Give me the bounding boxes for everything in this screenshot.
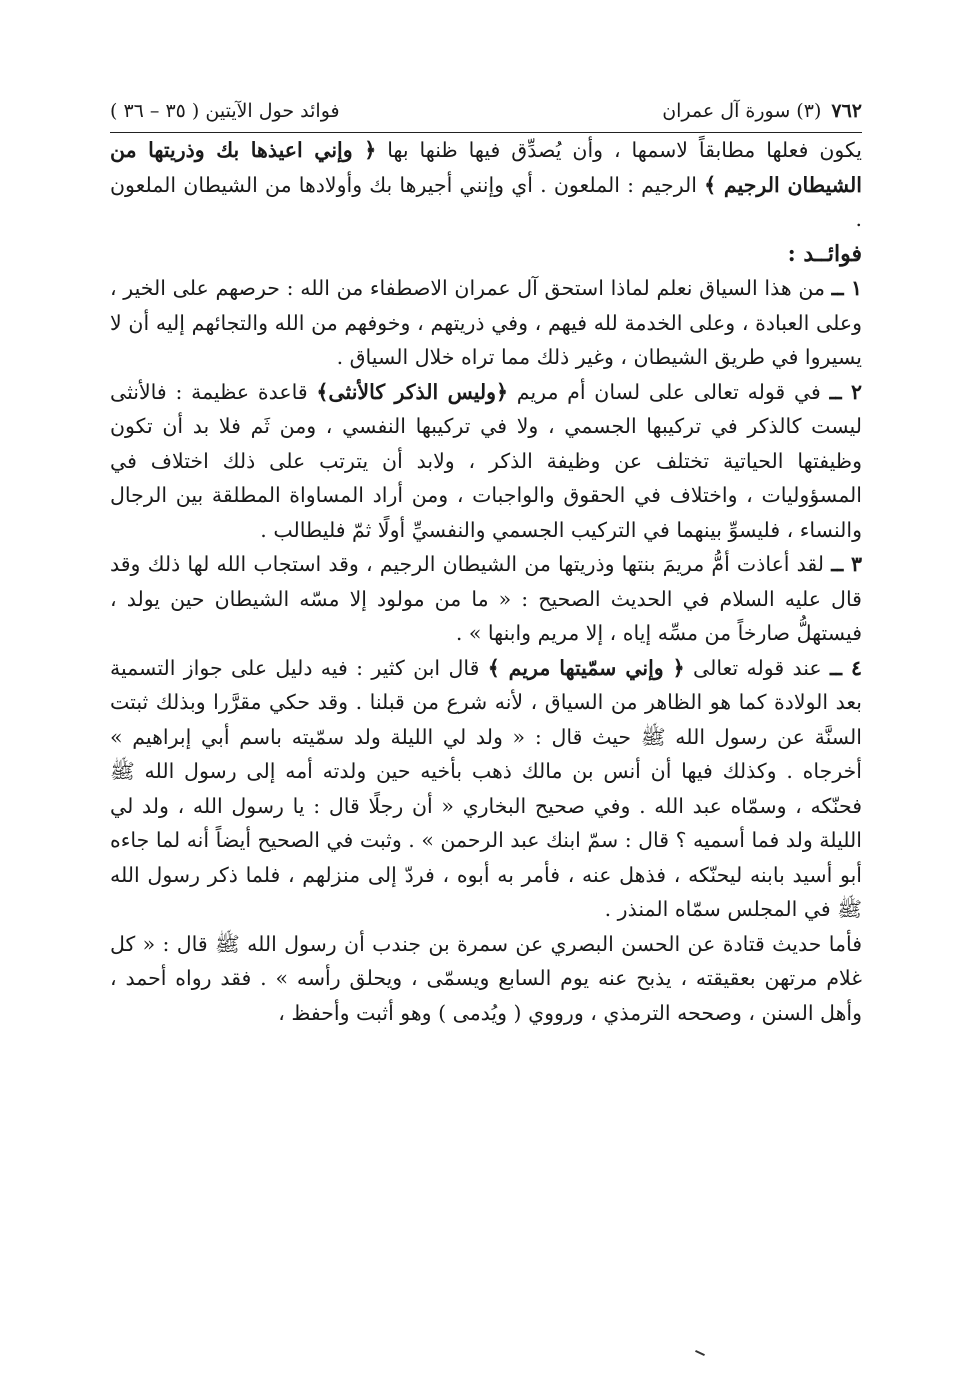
benefit-1 <box>110 271 862 375</box>
benefit-3-number: ٣ ــ <box>831 552 862 576</box>
benefit-2-verse-quote: ﴿وليس الذكر كالأنثى﴾ <box>316 379 509 404</box>
intro-text-2: الرجيم : الملعون . أي وإنني أجيرها بك وأولادها من الشيطان الملعون . <box>110 172 862 231</box>
benefit-4-text-1: عند قوله تعالى <box>693 655 822 680</box>
book-page <box>110 100 862 1030</box>
benefits-heading: فوائــد : <box>787 240 862 267</box>
intro-paragraph <box>110 133 862 237</box>
section-title: فوائد حول الآيتين ( ٣٥ – ٣٦ ) <box>110 100 340 122</box>
benefit-4 <box>110 651 862 927</box>
page-body <box>110 133 862 1030</box>
surah-title: (٣) سورة آل عمران <box>662 100 822 122</box>
intro-verse-quote: ﴿ وإني اعيذها بك وذريتها من الشيطان الرجيم ﴾ <box>110 138 862 197</box>
running-header <box>110 100 862 133</box>
scan-mark <box>695 1350 705 1356</box>
benefit-1-text: من هذا السياق نعلم لماذا استحق آل عمران الاصطفاء من الله : حرصهم على الخير ، وعلى العبادة ، وعلى الخدمة لله فيهم ، وفي ذريتهم ، وخوفهم من الله والتجائهم إليه أن لا يسيروا في طريق الشيطان ، وغير ذلك مما تراه خلال السياق . <box>110 276 862 369</box>
benefit-1-number: ١ ــ <box>831 276 862 300</box>
benefit-2-number: ٢ ــ <box>829 379 862 404</box>
benefit-2-text-2: قاعدة عظيمة : فالأنثى ليست كالذكر في تركيبها الجسمي ، ولا في تركيبها النفسي ، ومن ثَم فلا بد أن تكون وظيفتها الحياتية تختلف عن وظيفة الذكر ، ولابد أن يترتب على ذلك اختلاف في المسؤوليات ، واختلاف في الحقوق والواجبات ، ومن أراد المساواة المطلقة بين الرجال والنساء ، فليسوِّ بينهما في التركيب الجسمي والنفسيِّ أولًا ثمّ فليطالب . <box>110 379 862 542</box>
benefit-2 <box>110 375 862 548</box>
benefit-4-verse-quote: ﴿ وإني سمّيتها مريم ﴾ <box>487 655 685 680</box>
header-right <box>662 100 862 122</box>
page-number: ٧٦٢ <box>831 100 862 122</box>
paragraph-5 <box>110 927 862 1031</box>
intro-text-1: يكون فعلها مطابقاً لاسمها ، وأن يُصدِّق فيها ظنها بها <box>387 138 862 162</box>
benefit-2-text-1: في قوله تعالى على لسان أم مريم <box>516 379 821 404</box>
benefit-4-number: ٤ ــ <box>829 655 862 680</box>
benefit-3-text: لقد أعاذت أمُّ مريمَ بنتها وذريتها من الشيطان الرجيم ، وقد استجاب الله لها ذلك وقد قال عليه السلام في الحديث الصحيح : « ما من مولود إلا مسّه الشيطان حين يولد ، فيستهلُّ صارخاً من مسِّه إياه ، إلا مريم وابنها » . <box>110 552 862 645</box>
benefit-3 <box>110 547 862 651</box>
benefit-4-text-2: قال ابن كثير : فيه دليل على جواز التسمية بعد الولادة كما هو الظاهر من السياق ، لأنه شرع من قبلنا . وقد حكي مقرَّرا وبذلك ثبتت السنَّة عن رسول الله ﷺ حيث قال : « ولد لي الليلة ولد سمّيته باسم أبي إبراهيم » أخرجاه . وكذلك فيها أن أنس بن مالك ذهب بأخيه حين ولدته أمه إلى رسول الله ﷺ فحنّكه ، وسمّاه عبد الله . وفي صحيح البخاري « أن رجلًا قال : يا رسول الله ، ولد لي الليلة ولد فما أسميه ؟ قال : سمّ ابنك عبد الرحمن » . وثبت في الصحيح أيضاً أنه لما جاءه أبو أسيد بابنه ليحنّكه ، فذهل عنه ، فأمر به أبوه ، فردّ إلى منزلهم ، فلما ذكر رسول الله ﷺ في المجلس سمّاه المنذر . <box>110 655 862 921</box>
paragraph-5-text: فأما حديث قتادة عن الحسن البصري عن سمرة بن جندب أن رسول الله ﷺ قال : « كل غلام مرتهن بعقيقته ، يذبح عنه يوم السابع ويسمّى ، ويحلق رأسه » . فقد رواه أحمد ، وأهل السنن ، وصححه الترمذي ، ورووي ( ويُدمى ) وهو أثبت وأحفظ ، <box>110 931 862 1025</box>
